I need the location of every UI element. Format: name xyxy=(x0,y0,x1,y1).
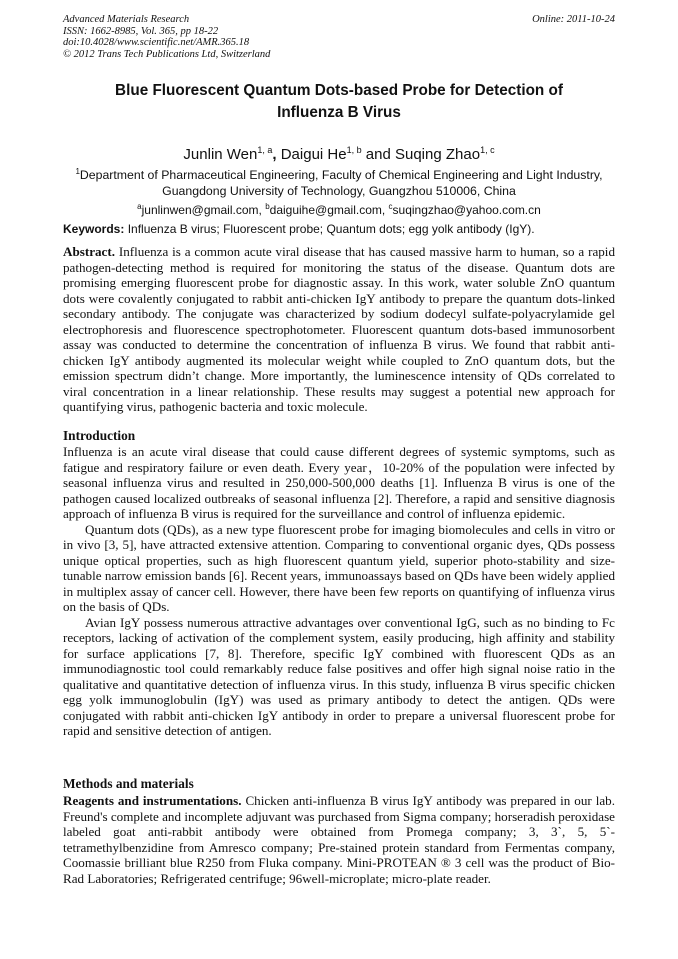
introduction-paragraph-3: Avian IgY possess numerous attractive advantages over conventional IgG, such as no binding to Fc receptors, lacking of activation of the complement system, easily producing, high affinity and stability for surface applications [7, 8]. Therefore, specific IgY combined with fluorescent QDs as an immunodiagnostic tool could remarkably reduce false positives and offer high signal noise ratio in the qualitative and quantitative detection of influenza virus. In this study, influenza B virus specific chicken egg yolk immunoglobulin (IgY) was used as primary antibody to detect the antigen. QDs were conjugated with rabbit anti-chicken IgY antibody in order to prepare a universal fluorescent probe for rapid and sensitive detection of antigen. xyxy=(63,614,615,738)
reagents-text: Chicken anti-influenza B virus IgY antibody was prepared in our lab. Freund's complete and incomplete adjuvant was purchased from Sigma company; horseradish peroxidase labeled goat anti-rabbit antibody were obtained from Promega company; 3, 3`, 5, 5`-tetramethylbenzidine from Amresco company; Pre-stained protein standard from Fermentas company, Coomassie brilliant blue R250 from Fluka company. Mini-PROTEAN ® 3 cell was the product of Bio-Rad Laboratories; Refrigerated centrifuge; 96well-microplate; micro-plate reader. xyxy=(63,793,615,886)
title-line-1: Blue Fluorescent Quantum Dots-based Probe for Detection of xyxy=(115,82,563,99)
author-superscript: 1, b xyxy=(346,145,362,155)
email-superscript: c xyxy=(388,202,393,211)
paper-title xyxy=(63,80,615,124)
introduction-heading: Introduction xyxy=(63,428,136,443)
author-separator: and xyxy=(361,146,395,163)
keywords xyxy=(63,222,615,237)
journal-name: Advanced Materials Research xyxy=(63,14,190,25)
email-address: junlinwen@gmail.com, xyxy=(141,203,266,217)
doi-line: doi:10.4028/www.scientific.net/AMR.365.18 xyxy=(63,37,250,49)
affiliation xyxy=(63,164,615,199)
introduction-paragraph-1: Influenza is an acute viral disease that could cause different degrees of systemic symptoms, such as fatigue and respiratory failure or even death. Every year，10-20% of the population were infected by seasonal influenza virus and resulted in 250,000-500,000 deaths [1]. Influenza B virus is one of the pathogen caused localized outbreaks of seasonal influenza [2]. Therefore, a rapid and sensitive diagnosis approach of influenza B virus is required for the surveillance and control of influenza epidemic. xyxy=(63,444,615,521)
author-name: Suqing Zhao xyxy=(394,146,481,163)
author-name: Junlin Wen xyxy=(183,146,258,163)
introduction-paragraph-2: Quantum dots (QDs), as a new type fluorescent probe for imaging biomolecules and cells in vitro or in vivo [3, 5], have attracted extensive attention. Comparing to conventional organic dyes, QDs possess unique optical properties, such as high fluorescent quantum yield, superior photo-stability and size-tunable narrow emission bands [6]. Recent years, immunoassays based on QDs have been widely applied in multiplex assay of cancer cell. However, there have been few reports on quantifying of influenza virus on the basis of QDs. xyxy=(63,521,615,614)
keywords-label: Keywords: xyxy=(63,222,125,236)
email-address: daiguihe@gmail.com, xyxy=(269,203,389,217)
issn-line: ISSN: 1662-8985, Vol. 365, pp 18-22 xyxy=(63,25,219,37)
online-date: Online: 2011-10-24 xyxy=(532,14,615,25)
keywords-text: Influenza B virus; Fluorescent probe; Quantum dots; egg yolk antibody (IgY). xyxy=(124,222,535,236)
abstract xyxy=(63,244,615,415)
affiliation-line-2: Guangdong University of Technology, Guangzhou 510006, China xyxy=(162,184,516,199)
abstract-label: Abstract. xyxy=(63,244,115,259)
email-list xyxy=(63,199,615,218)
email-superscript: b xyxy=(265,202,270,211)
introduction-body xyxy=(63,444,615,739)
copyright-line: © 2012 Trans Tech Publications Ltd, Switzerland xyxy=(63,48,271,60)
abstract-text: Influenza is a common acute viral disease that has caused massive harm to human, so a rapid pathogen-detecting method is required for monitoring the status of the disease. Quantum dots are promising emerging fluorescent probe for diagnostic assay. In this work, water soluble ZnO quantum dots were covalently conjugated to rabbit anti-chicken IgY antibody to prepare the quantum dots-linked secondary antibody. The conjugate was characterized by sodium dodecyl sulfate-polyacrylamide gel electrophoresis and fluorescence spectrophotometer. Fluorescent quantum dots-based immunosorbent assay was conducted to determine the concentration of influenza B virus. We found that rabbit anti-chicken IgY antibody augmented its molecular weight while coupled to ZnO quantum dots, but the emission spectrum didn’t change. More importantly, the luminescence intensity of QDs correlated to viral concentration in a linear relationship. These results may suggest a potential new approach for quantifying virus, pathogenic bacteria and toxic molecule. xyxy=(63,244,615,414)
title-line-2: Influenza B Virus xyxy=(277,104,401,121)
methods-heading: Methods and materials xyxy=(63,776,194,791)
author-superscript: 1, a xyxy=(257,145,273,155)
email-address: suqingzhao@yahoo.com.cn xyxy=(392,203,541,217)
methods-body xyxy=(63,793,615,886)
author-list xyxy=(63,141,615,164)
affiliation-line-1: Department of Pharmaceutical Engineering, Faculty of Chemical Engineering and Light Industry, xyxy=(79,168,603,183)
author-separator: , xyxy=(272,146,281,163)
author-name: Daigui He xyxy=(280,146,347,163)
reagents-lead: Reagents and instrumentations. xyxy=(63,793,242,808)
author-superscript: 1, c xyxy=(480,145,495,155)
journal-header xyxy=(63,14,615,60)
email-superscript: a xyxy=(137,202,142,211)
affiliation-superscript: 1 xyxy=(75,167,80,176)
